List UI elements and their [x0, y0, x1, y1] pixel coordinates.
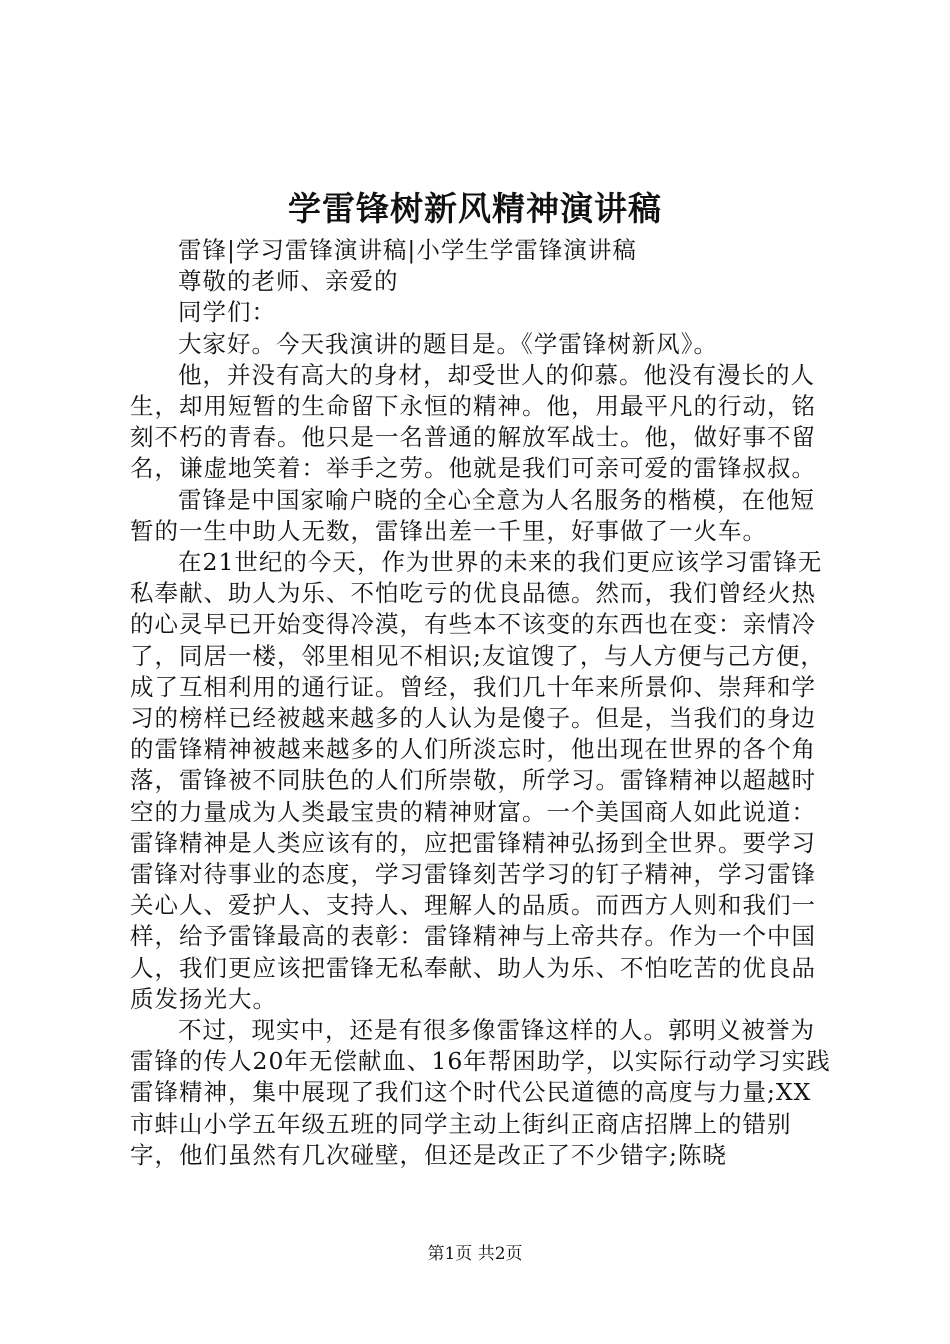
document-body: [130, 235, 835, 1171]
paragraph-salutation-2: 同学们：: [178, 298, 276, 327]
paragraph-greeting: 大家好。今天我演讲的题目是。《学雷锋树新风》。: [178, 329, 718, 358]
paragraph-body: 不过，现实中，还是有很多像雷锋这样的人。郭明义被誉为雷锋的传人20年无偿献血、16年帮困助学，以实际行动学习实践雷锋精神，集中展现了我们这个时代公民道德的高度与力量;XX市蚌山小学五年级五班的同学主动上街纠正商店招牌上的错别字，他们虽然有几次碰壁，但还是改正了不少错字;陈晓: [130, 1016, 831, 1169]
paragraph-salutation-1: 尊敬的老师、亲爱的: [178, 267, 399, 296]
page-footer: 第1页 共2页: [427, 1244, 523, 1264]
paragraph-body: 在21世纪的今天，作为世界的未来的我们更应该学习雷锋无私奉献、助人为乐、不怕吃亏的优良品德。然而，我们曾经火热的心灵早已开始变得冷漠，有些本不该变的东西也在变：亲情冷了，同居一楼，邻里相见不相识;友谊馊了，与人方便与己方便，成了互相利用的通行证。曾经，我们几十年来所景仰、崇拜和学习的榜样已经被越来越多的人认为是傻子。但是，当我们的身边的雷锋精神被越来越多的人们所淡忘时，他出现在世界的各个角落，雷锋被不同肤色的人们所崇敬，所学习。雷锋精神以超越时空的力量成为人类最宝贵的精神财富。一个美国商人如此说道：雷锋精神是人类应该有的，应把雷锋精神弘扬到全世界。要学习雷锋对待事业的态度，学习雷锋刻苦学习的钉子精神，学习雷锋关心人、爱护人、支持人、理解人的品质。而西方人则和我们一样，给予雷锋最高的表彰：雷锋精神与上帝共存。作为一个中国人，我们更应该把雷锋无私奉献、助人为乐、不怕吃苦的优良品质发扬光大。: [130, 548, 825, 1013]
paragraph-tags: 雷锋|学习雷锋演讲稿|小学生学雷锋演讲稿: [178, 236, 637, 264]
document-title: 学雷锋树新风精神演讲稿: [288, 189, 662, 228]
paragraph-body: 他，并没有高大的身材，却受世人的仰慕。他没有漫长的人生，却用短暂的生命留下永恒的精神。他，用最平凡的行动，铭刻不朽的青春。他只是一名普通的解放军战士。他，做好事不留名，谦虚地笑着：举手之劳。他就是我们可亲可爱的雷锋叔叔。: [130, 360, 816, 483]
paragraph-body: 雷锋是中国家喻户晓的全心全意为人名服务的楷模，在他短暂的一生中助人无数，雷锋出差一千里，好事做了一火车。: [130, 485, 815, 545]
